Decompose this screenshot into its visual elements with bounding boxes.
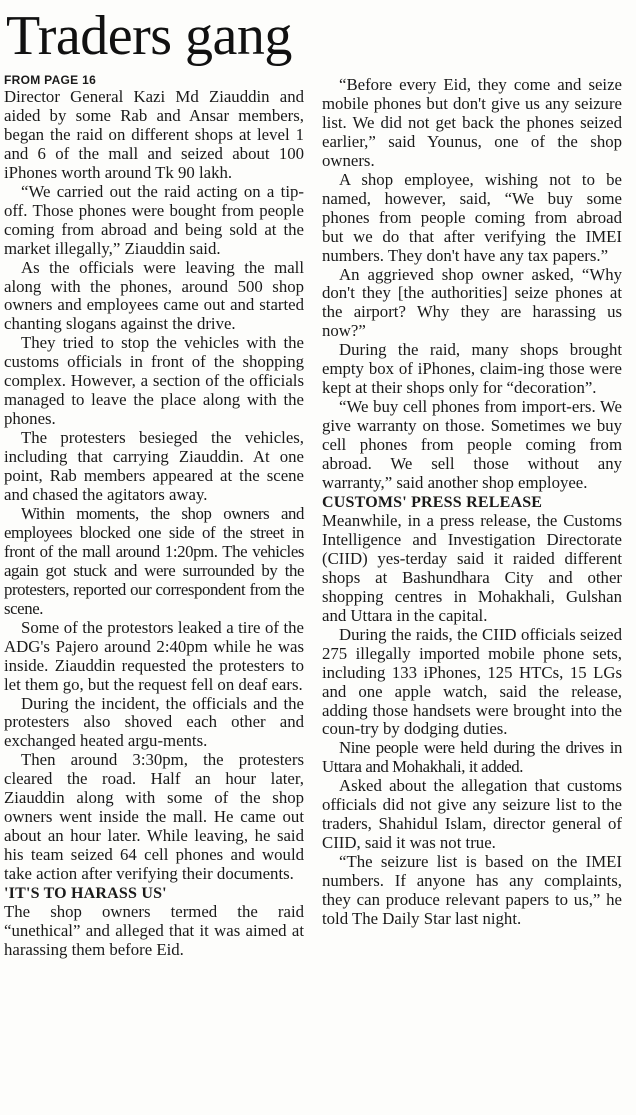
subhead-press-release: CUSTOMS' PRESS RELEASE [322, 493, 543, 511]
paragraph: The protesters besieged the vehicles, including that carrying Ziauddin. At one point, Rab members appeared at the scene and chased the agitators away. [4, 428, 304, 505]
subhead-harass: 'IT'S TO HARASS US' [4, 885, 167, 903]
paragraph: They tried to stop the vehicles with the customs officials in front of the shopping complex. However, a section of the officials managed to leave the place along with the phones. [4, 333, 304, 429]
left-column [4, 72, 304, 960]
paragraph: Nine people were held during the drives in Uttara and Mohakhali, it added. [322, 738, 622, 777]
paragraph: Some of the protestors leaked a tire of the ADG's Pajero around 2:40pm while he was inside. Ziauddin requested the protesters to let them go, but the request fell on deaf ears. [4, 617, 304, 694]
paragraph: During the raids, the CIID officials seized 275 illegally imported mobile phone sets, including 133 iPhones, 125 HTCs, 15 LGs and one apple watch, said the release, adding those handsets were brought into the coun-try by dodging duties. [322, 624, 622, 739]
paragraph: Asked about the allegation that customs officials did not give any seizure list to the traders, Shahidul Islam, director general of CIID, said it was not true. [322, 776, 622, 853]
paragraph: During the raid, many shops brought empty box of iPhones, claim-ing those were kept at their shops only for “decoration”. [322, 340, 622, 398]
paragraph: Within moments, the shop owners and employees blocked one side of the street in front of the mall around 1:20pm. The vehicles again got stuck and were surrounded by the protesters, reported our correspondent from the scene. [4, 503, 304, 618]
headline: Traders gang [6, 5, 292, 67]
paragraph: An aggrieved shop owner asked, “Why don't they [the authorities] seize phones at the airport? Why they are harassing us now?” [322, 264, 622, 341]
paragraph: A shop employee, wishing not to be named, however, said, “We buy some phones from people coming from abroad but we do that after verifying the IMEI numbers. They don't have any tax papers.” [322, 169, 622, 265]
paragraph: Then around 3:30pm, the protesters cleared the road. Half an hour later, Ziauddin along with some of the shop owners went inside the mall. He came out about an hour later. While leaving, he said his team seized 64 cell phones and would take action after verifying their documents. [4, 750, 304, 884]
paragraph: During the incident, the officials and the protesters also shoved each other and exchanged heated argu-ments. [4, 693, 304, 751]
paragraph: “Before every Eid, they come and seize mobile phones but don't give us any seizure list. We did not get back the phones seized earlier,” said Younus, one of the shop owners. [322, 75, 622, 170]
paragraph: Director General Kazi Md Ziauddin and aided by some Rab and Ansar members, began the raid on different shops at level 1 and 6 of the mall and seized about 100 iPhones worth around Tk 90 lakh. [4, 87, 304, 182]
paragraph: “The seizure list is based on the IMEI numbers. If anyone has any complaints, they can produce relevant papers to us,” he told The Daily Star last night. [322, 852, 622, 928]
continued-from-label: FROM PAGE 16 [4, 73, 97, 87]
paragraph: “We carried out the raid acting on a tip-off. Those phones were bought from people coming from abroad and being sold at the market illegally,” Ziauddin said. [4, 181, 304, 258]
paragraph: The shop owners termed the raid “unethical” and alleged that it was aimed at harassing them before Eid. [4, 902, 304, 959]
right-column [322, 76, 622, 929]
paragraph: As the officials were leaving the mall along with the phones, around 500 shop owners and employees came out and started chanting slogans against the drive. [4, 257, 304, 334]
paragraph: Meanwhile, in a press release, the Customs Intelligence and Investigation Directorate (CIID) yes-terday said it raided different shops at Bashundhara City and other shopping centres in Mohakhali, Gulshan and Uttara in the capital. [322, 510, 622, 625]
paragraph: “We buy cell phones from import-ers. We give warranty on those. Sometimes we buy cell phones from people coming from abroad. We sell those without any warranty,” said another shop employee. [322, 397, 622, 493]
